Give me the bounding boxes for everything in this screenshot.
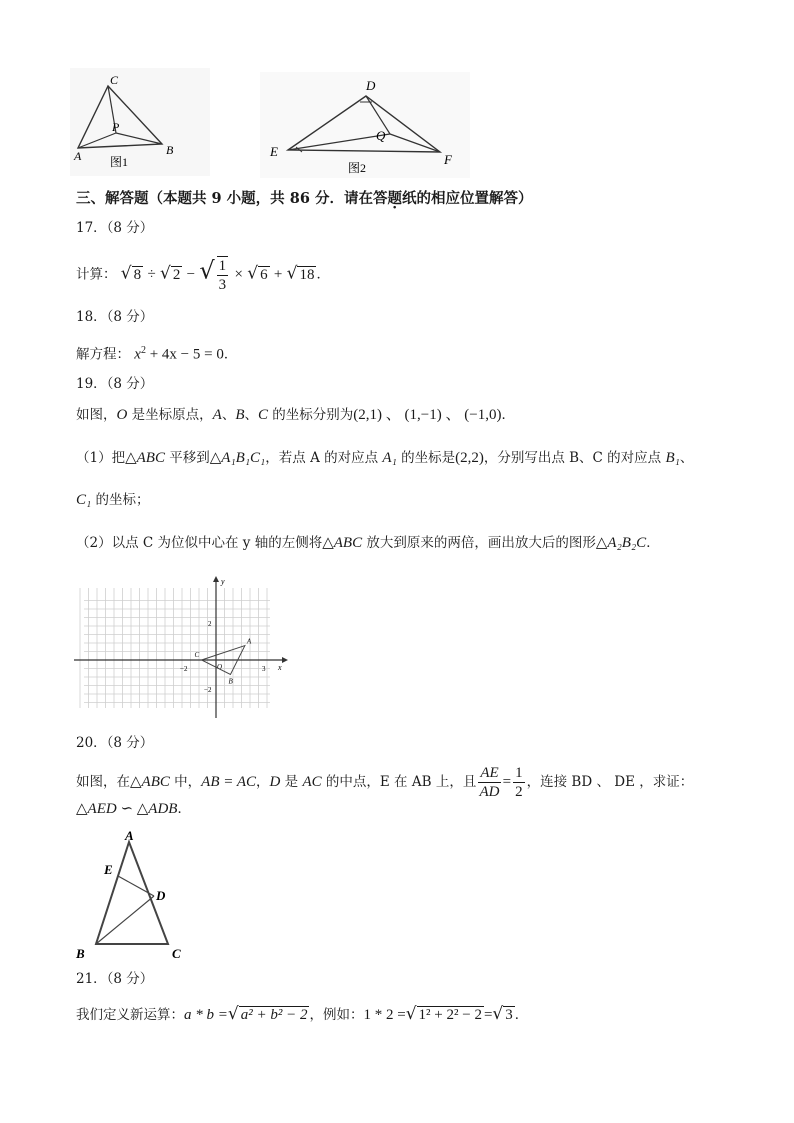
q20-figure — [70, 826, 200, 962]
q19-p1-b1: B₁ — [665, 450, 680, 466]
q20-t3: ， — [256, 774, 270, 790]
fig1-caption: 图1 — [110, 155, 129, 169]
grid-tick-y-m2: −2 — [204, 686, 212, 694]
q21-ex-ans: 3 — [505, 1007, 513, 1023]
section-heading — [76, 190, 532, 208]
q21-number: 21．（8 分） — [76, 971, 154, 987]
q17-frac-num: 1 — [218, 258, 227, 274]
grid-origin: O — [217, 663, 223, 671]
q18-number: 18．（8 分） — [76, 309, 154, 325]
q20-eqs: = — [502, 774, 512, 790]
figure-1 — [70, 68, 210, 176]
q19-p1-a: （1）把 — [76, 450, 126, 466]
q17-radicand-3: 6 — [260, 266, 268, 283]
q20-t6: ，连接 BD 、 DE ，求证： — [526, 774, 694, 790]
grid-y-label: y — [221, 577, 225, 586]
q17-radicand-1: 8 — [133, 266, 142, 283]
q17-radicand-2: 2 — [172, 266, 181, 283]
q20-fig-e: E — [104, 862, 113, 877]
figure-2 — [260, 72, 470, 178]
q20-frac-den: AD — [479, 784, 500, 800]
q19-p1-d: 的坐标是 — [396, 450, 456, 466]
q20-half-num: 1 — [515, 765, 523, 781]
q20-ac: AC — [302, 774, 322, 790]
q20-end: ． — [177, 801, 191, 817]
grid-point-c: C — [194, 651, 200, 659]
q20-fig-a: A — [125, 828, 134, 843]
q18-prefix: 解方程： — [76, 346, 130, 363]
q21-t2: ，例如： — [309, 1007, 364, 1023]
q20-eq1: AB = AC — [201, 774, 257, 790]
q21-def-l: a * b = — [184, 1007, 228, 1023]
q18-problem — [76, 342, 237, 364]
fig2-label-q: Q — [376, 128, 386, 143]
grid-point-a: A — [246, 637, 252, 646]
fig2-label-f: F — [444, 152, 452, 167]
q19-sep-1: 、 — [221, 407, 236, 423]
q19-intro-end: ． — [501, 407, 515, 423]
q20-t5: 的中点，E 在 AB 上，且 — [321, 774, 477, 790]
q20-fig-d: D — [156, 888, 166, 903]
q20-t1: 如图，在 — [76, 774, 130, 790]
q19-intro-2: 是坐标原点， — [127, 407, 213, 423]
q19-number: 19．（8 分） — [76, 376, 154, 392]
q19-p1-c1: C₁ — [76, 492, 92, 508]
q21-ex-eq: = — [483, 1007, 493, 1023]
q19-p1-tri1: △ABC — [125, 450, 165, 466]
q18-eq-rest: + 4x − 5 = 0 — [145, 346, 224, 363]
q19-p1-f: 、 — [679, 450, 694, 466]
q19-p2-tri: △ABC — [322, 535, 363, 551]
q19-p1-coord: (2,2) — [455, 450, 484, 466]
q17-radicand-4: 18 — [299, 266, 315, 283]
q17-op-1: ÷ — [147, 266, 156, 283]
q20-fig-b: B — [76, 946, 85, 961]
q18-eq-x: x — [134, 346, 141, 363]
q19-part1-cont — [76, 491, 150, 509]
q19-p2-b: 放大到原来的两倍，画出放大后的图形 — [362, 535, 596, 551]
grid-tick-y-2: 2 — [208, 620, 212, 628]
fig1-label-p: P — [112, 120, 120, 134]
q17-number: 17．（8 分） — [76, 220, 154, 236]
section-title-start: 三、解答题（本题共 9 小题，共 86 分．请在 — [76, 190, 373, 207]
q19-p1-tri2: △A₁B₁C₁ — [209, 450, 266, 466]
q21-end: ． — [514, 1007, 529, 1023]
q19-p2-tri2: △A₂B₂C — [595, 535, 647, 551]
q17-op-3: × — [234, 266, 243, 283]
q19-p2-end: ． — [646, 535, 660, 551]
q20-frac-num: AE — [480, 765, 499, 781]
q21-ex-l: 1 * 2 = — [363, 1007, 406, 1023]
q17-end: ． — [316, 266, 330, 283]
q17-prefix: 计算： — [76, 266, 117, 283]
q19-intro-3: 的坐标分别为 — [268, 407, 354, 423]
q19-p2-a: （2）以点 C 为位似中心在 y 轴的左侧将 — [76, 535, 323, 551]
q17-frac-den: 3 — [218, 277, 227, 293]
section-title-end: 的相应位置解答） — [416, 190, 533, 207]
q18-eq-exp: 2 — [140, 345, 146, 356]
q21-definition: 我们定义新运算：a * b =√ a² + b² − 2 ，例如：1 * 2 =√ 1² + 2² − 2 =√ 3 ． — [76, 1004, 529, 1024]
q19-coords: (2,1) 、 (1,−1) 、 (−1,0) — [353, 407, 502, 423]
q20-t2: 中， — [169, 774, 202, 790]
q18-end: ． — [223, 346, 238, 363]
q19-intro — [76, 406, 515, 424]
grid-tick-x-m2: −2 — [180, 665, 188, 673]
q19-pt-a: A — [212, 407, 222, 423]
q19-o: O — [116, 407, 128, 423]
q20-half-den: 2 — [515, 784, 523, 800]
q21-def-r: a² + b² − 2 — [240, 1007, 308, 1023]
fig2-label-d: D — [366, 78, 376, 93]
q20-tri: △ABC — [130, 774, 170, 790]
q19-p1-e: ，分别写出点 B、C 的对应点 — [483, 450, 666, 466]
q17-op-2: − — [186, 266, 196, 283]
grid-point-b: B — [228, 677, 233, 686]
section-title-mark: 答题纸 — [372, 190, 417, 207]
fig2-label-e: E — [270, 144, 278, 159]
q19-sep-2: 、 — [244, 407, 258, 423]
q20-statement — [76, 764, 693, 801]
grid-x-label: x — [278, 663, 282, 672]
q20-t4: 是 — [280, 774, 303, 790]
q19-p1-c: ，若点 A 的对应点 — [265, 450, 383, 466]
fig2-caption: 图2 — [348, 161, 367, 175]
fig1-label-c: C — [110, 73, 119, 87]
q19-p1-b: 平移到 — [164, 450, 210, 466]
q21-t1: 我们定义新运算： — [76, 1007, 184, 1023]
grid-tick-x-2: 3 — [262, 665, 266, 673]
q19-intro-1: 如图， — [76, 407, 117, 423]
q19-part1 — [76, 449, 693, 467]
q17-problem: 计算： √ 8 ÷ √ 2 − √ $\frac{1}{3}$ × √ 6 + √ 18 ． — [76, 256, 330, 293]
fig1-label-a: A — [74, 149, 82, 163]
q20-proof-text: △AED ∽ △ADB — [76, 801, 178, 817]
q19-part2 — [76, 534, 660, 552]
q19-p1-g: 的坐标； — [91, 492, 150, 508]
q21-ex-r: 1² + 2² − 2 — [418, 1007, 482, 1023]
coordinate-grid — [70, 574, 290, 720]
q19-pt-c: C — [257, 407, 268, 423]
q19-p1-a1: A₁ — [382, 450, 397, 466]
q20-d: D — [269, 774, 281, 790]
q20-number: 20．（8 分） — [76, 735, 154, 751]
q17-op-4: + — [273, 266, 283, 283]
q20-proof — [76, 800, 191, 818]
q20-fig-c: C — [172, 946, 181, 961]
q19-pt-b: B — [235, 407, 245, 423]
fig1-label-b: B — [166, 143, 174, 157]
